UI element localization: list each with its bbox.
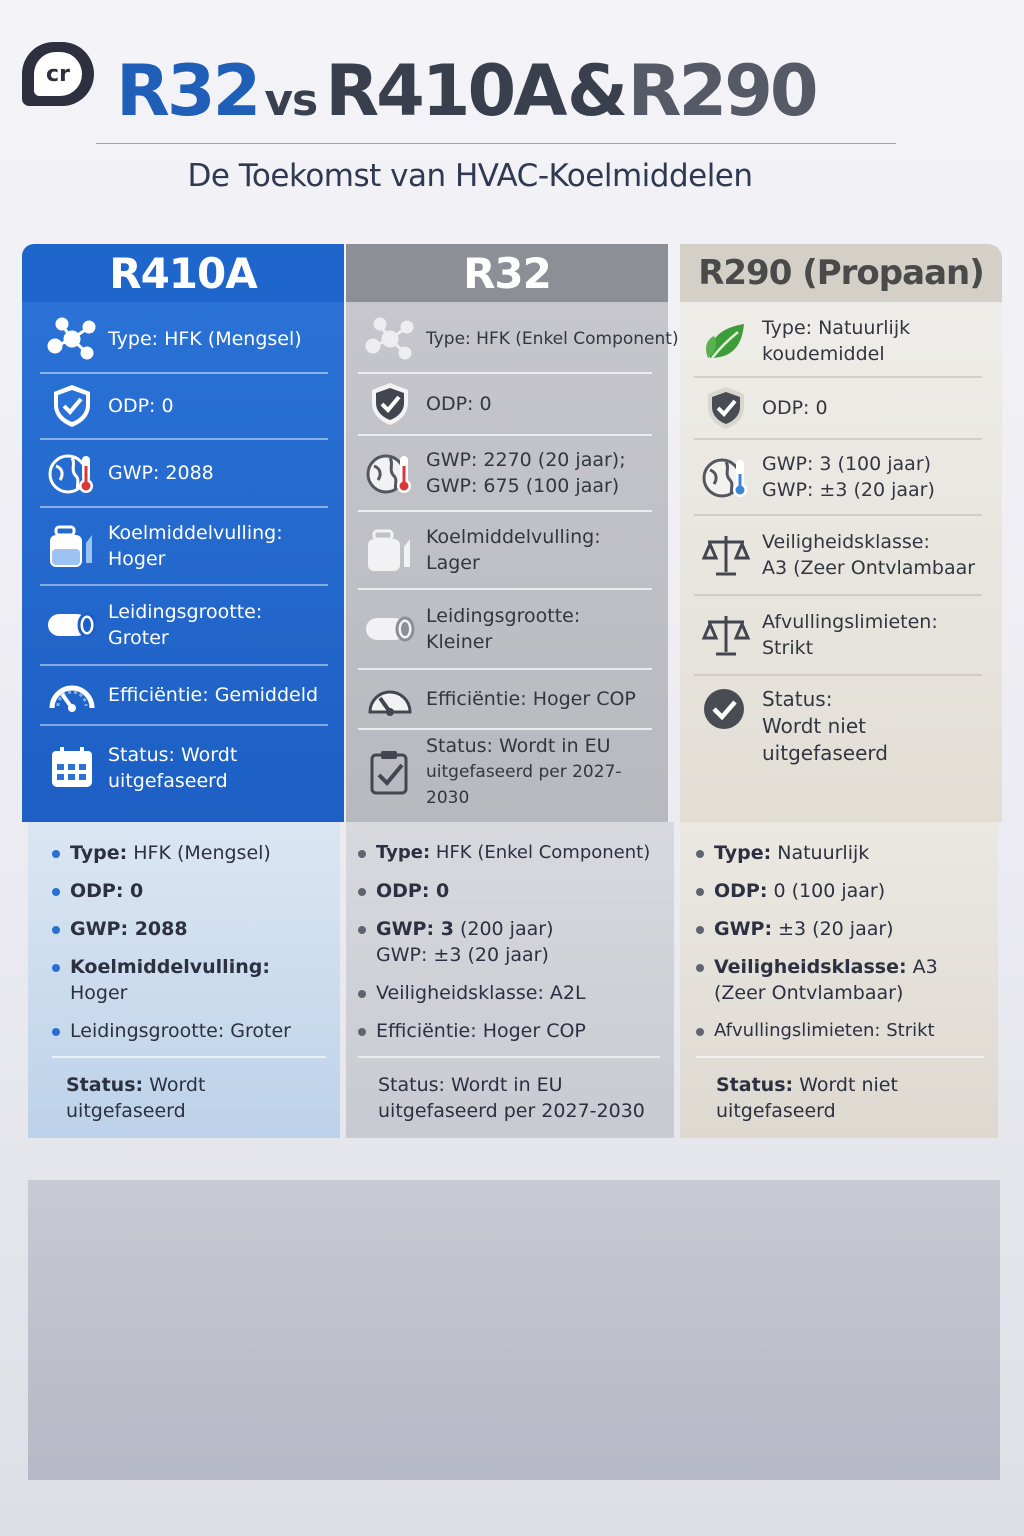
pipe-icon	[362, 605, 418, 653]
list-item: Type: Natuurlijk	[696, 840, 984, 866]
row-status	[694, 676, 982, 786]
row-safety-text: Veiligheidsklasse: A3 (Zeer Ontvlambaar	[762, 531, 976, 579]
row-gwp-text: GWP: 3 (100 jaar) GWP: ±3 (20 jaar)	[762, 453, 935, 501]
refrigerant-tank-icon	[44, 522, 100, 570]
title-vs: vs	[264, 75, 318, 126]
title-divider	[96, 143, 896, 144]
list-item: Afvullingslimieten: Strikt	[696, 1018, 984, 1044]
list-item: Veiligheidsklasse: A3 (Zeer Ontvlambaar)	[696, 954, 984, 1006]
summary-list-r32	[346, 822, 674, 1138]
list-divider	[358, 1056, 660, 1058]
list-item: ODP: 0	[52, 878, 326, 904]
list-divider	[52, 1056, 326, 1058]
page-subtitle: De Toekomst van HVAC-Koelmiddelen	[187, 158, 753, 194]
row-efficiency-text: Efficiëntie: Hoger COP	[426, 688, 636, 710]
globe-thermometer-icon	[362, 449, 418, 497]
column-heading-r32: R32	[346, 244, 668, 302]
column-r32	[346, 244, 679, 822]
summary-list-r290	[680, 822, 998, 1138]
row-fill-text: Koelmiddelvulling: Lager	[426, 526, 601, 574]
status-line: Status: Wordt in EU uitgefaseerd per 2027-2030	[378, 1074, 645, 1122]
gauge-icon	[362, 675, 418, 723]
shield-check-icon	[698, 384, 754, 432]
row-fill-text: Koelmiddelvulling: Hoger	[108, 522, 283, 570]
row-gwp-text: GWP: 2270 (20 jaar); GWP: 675 (100 jaar)	[426, 449, 626, 497]
row-type	[40, 306, 328, 374]
column-r410a	[22, 244, 344, 822]
title-r290: R290	[627, 50, 816, 132]
row-limits-text: Afvullingslimieten: Strikt	[762, 611, 938, 659]
logo-text: cr	[34, 52, 82, 96]
list-item: Veiligheidsklasse: A2L	[358, 980, 660, 1006]
globe-thermometer-icon	[44, 449, 100, 497]
row-odp	[40, 374, 328, 440]
check-circle-icon	[698, 686, 754, 734]
summary-list-r410a	[28, 822, 340, 1138]
row-efficiency	[40, 666, 328, 726]
row-pipe-text: Leidingsgrootte: Groter	[108, 601, 263, 649]
list-item: Leidingsgrootte: Groter	[52, 1018, 326, 1044]
title-r410a: R410A	[325, 50, 565, 132]
row-status-text: Status: Wordt niet uitgefaseerd	[762, 687, 888, 765]
row-limits	[694, 596, 982, 676]
list-item: GWP: ±3 (20 jaar)	[696, 916, 984, 942]
row-gwp	[40, 440, 328, 508]
row-status-text: Status: Wordt in EU uitgefaseerd per 2027-2030	[426, 735, 622, 808]
row-type	[358, 306, 679, 374]
row-status-text: Status: Wordt uitgefaseerd	[108, 744, 238, 792]
list-item: ODP: 0	[358, 878, 660, 904]
row-fill	[40, 508, 328, 586]
shield-check-icon	[44, 382, 100, 430]
row-type-text: Type: HFK (Enkel Component)	[426, 329, 679, 349]
row-gwp	[358, 436, 652, 512]
list-item: ODP: 0 (100 jaar)	[696, 878, 984, 904]
column-r290	[680, 244, 1002, 822]
card-r32	[346, 302, 679, 822]
clipboard-check-icon	[362, 748, 418, 796]
row-type-text: Type: HFK (Mengsel)	[108, 328, 302, 350]
row-efficiency-text: Efficiëntie: Gemiddeld	[108, 684, 319, 706]
row-odp	[358, 374, 652, 436]
card-r410a	[22, 302, 344, 822]
row-safety	[694, 516, 982, 596]
column-heading-r290: R290 (Propaan)	[680, 244, 1002, 302]
list-item: Type: HFK (Mengsel)	[52, 840, 326, 866]
list-item: GWP: 2088	[52, 916, 326, 942]
molecule-icon	[44, 315, 100, 363]
row-pipe-text: Leidingsgrootte: Kleiner	[426, 605, 581, 653]
gauge-icon	[44, 671, 100, 719]
list-item: GWP: 3 (200 jaar) GWP: ±3 (20 jaar)	[358, 916, 660, 968]
card-r290	[680, 302, 1002, 822]
page-title	[116, 50, 976, 130]
shield-check-icon	[362, 380, 418, 428]
cr-logo	[22, 42, 94, 106]
row-type	[694, 306, 982, 378]
title-ampersand: &	[566, 50, 626, 132]
row-status	[358, 730, 652, 814]
list-item: Koelmiddelvulling: Hoger	[52, 954, 326, 1006]
row-odp-text: ODP: 0	[762, 397, 828, 419]
row-fill	[358, 512, 652, 590]
calendar-icon	[44, 744, 100, 792]
status-line: Status: Wordt uitgefaseerd	[66, 1074, 206, 1122]
row-status	[40, 726, 328, 810]
title-r32: R32	[116, 50, 259, 132]
column-heading-r410a: R410A	[22, 244, 344, 302]
row-gwp-text: GWP: 2088	[108, 462, 214, 484]
leaf-icon	[698, 317, 754, 365]
scales-icon	[698, 611, 754, 659]
refrigerant-tank-icon	[362, 526, 418, 574]
row-gwp	[694, 440, 982, 516]
list-item: Efficiëntie: Hoger COP	[358, 1018, 660, 1044]
scales-icon	[698, 531, 754, 579]
molecule-icon	[362, 315, 418, 363]
row-pipe	[358, 590, 652, 670]
row-type-text: Type: Natuurlijk koudemiddel	[762, 317, 911, 365]
row-pipe	[40, 586, 328, 666]
status-line: Status: Wordt niet uitgefaseerd	[716, 1074, 898, 1122]
list-item: Type: HFK (Enkel Component)	[358, 840, 660, 866]
pipe-icon	[44, 601, 100, 649]
empty-bottom-panel	[28, 1180, 1000, 1480]
list-divider	[696, 1056, 984, 1058]
row-efficiency	[358, 670, 652, 730]
row-odp	[694, 378, 982, 440]
globe-thermometer-icon	[698, 453, 754, 501]
row-odp-text: ODP: 0	[108, 395, 174, 417]
row-odp-text: ODP: 0	[426, 393, 492, 415]
